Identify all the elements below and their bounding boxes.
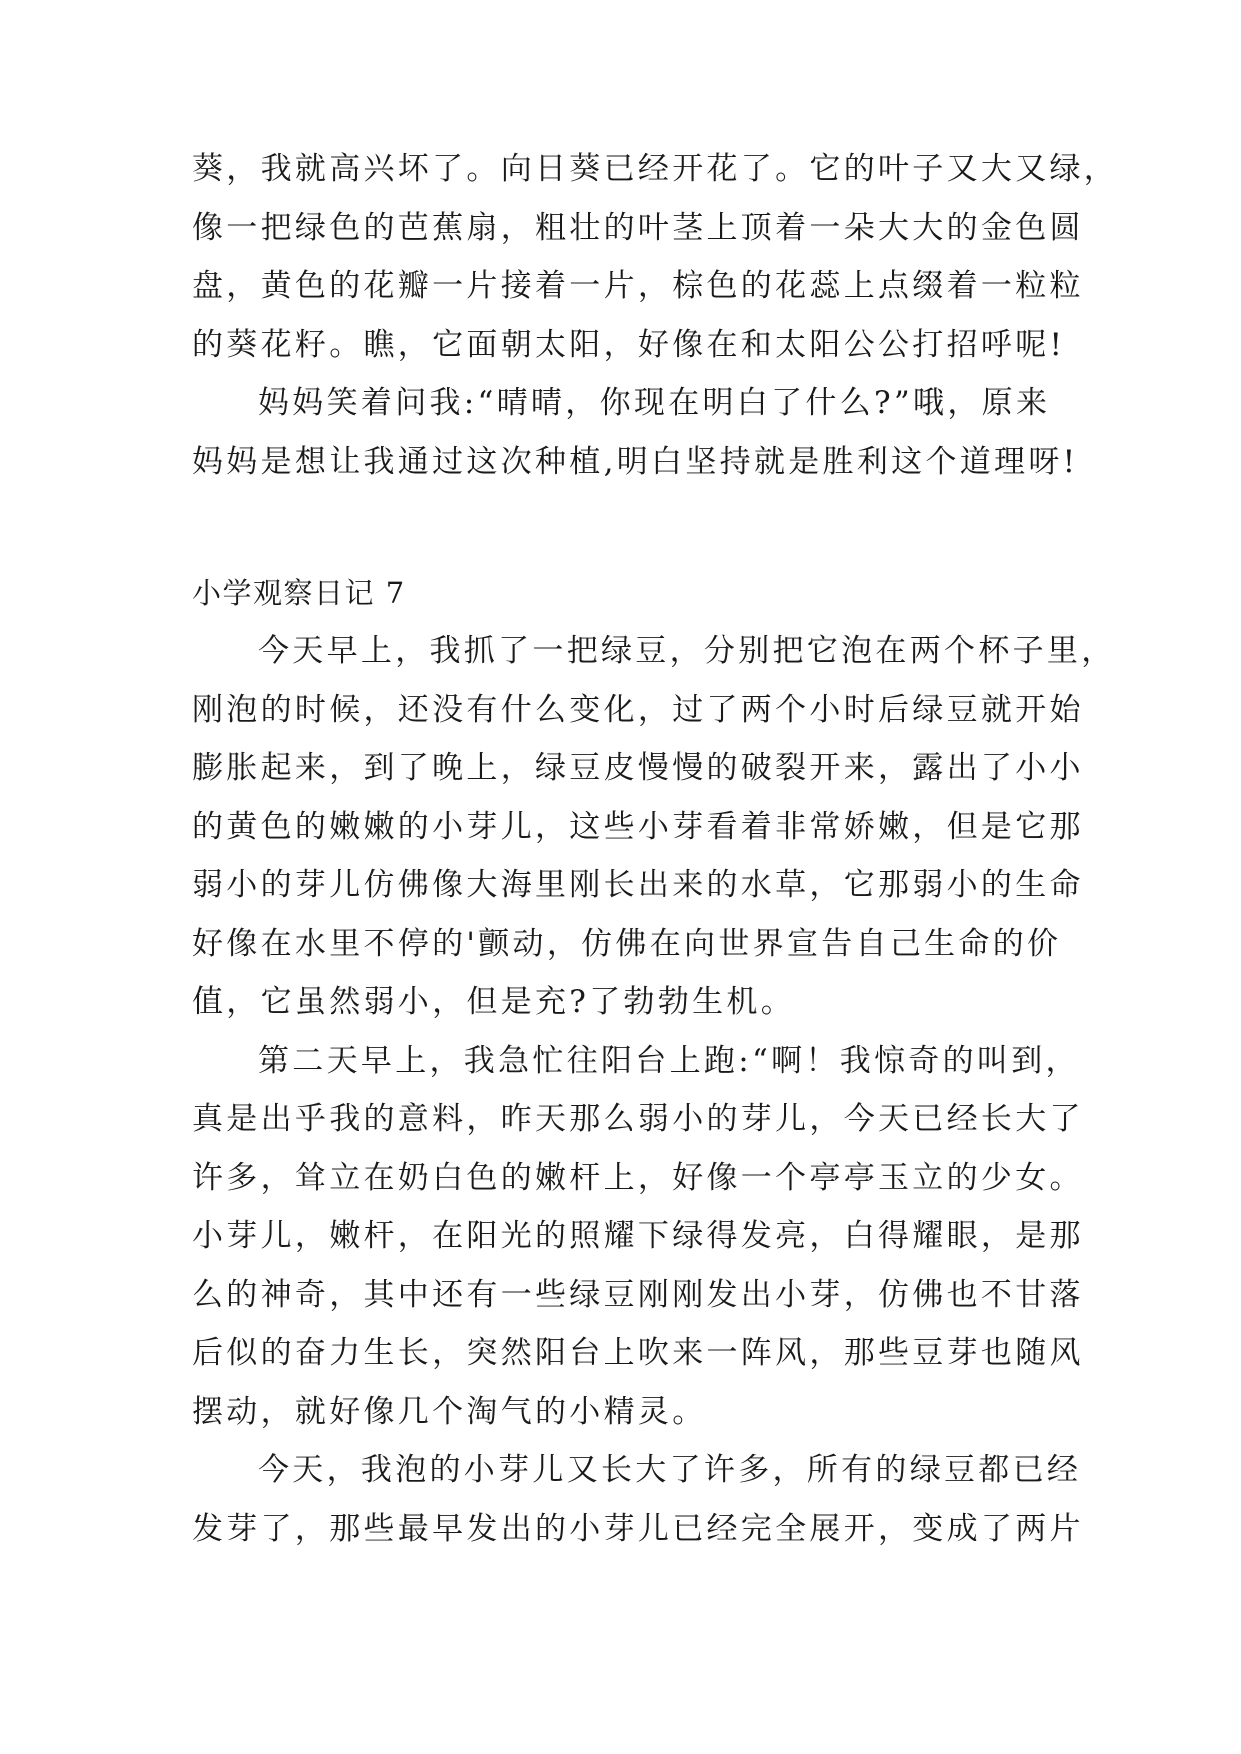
- text-line: 发芽了，那些最早发出的小芽儿已经完全展开，变成了两片: [192, 1510, 1084, 1547]
- text-line: 的葵花籽。瞧，它面朝太阳，好像在和太阳公公打招呼呢!: [192, 326, 1066, 363]
- section-heading-block: [192, 564, 1062, 623]
- text-line: 葵，我就高兴坏了。向日葵已经开花了。它的叶子又大又绿，: [192, 151, 1119, 187]
- text-line: 妈妈笑着问我:“晴晴，你现在明白了什么?”哦，原来: [258, 385, 1051, 421]
- text-line: 像一把绿色的芭蕉扇，粗壮的叶茎上顶着一朵大大的金色圆: [192, 209, 1084, 246]
- top-section: [192, 140, 1119, 491]
- text-line: 刚泡的时候，还没有什么变化，过了两个小时后绿豆就开始: [192, 691, 1084, 728]
- text-line: 盘，黄色的花瓣一片接着一片，棕色的花蕊上点缀着一粒粒: [192, 268, 1084, 304]
- text-line: 后似的奋力生长，突然阳台上吹来一阵风，那些豆芽也随风: [192, 1335, 1084, 1371]
- text-line: 值，它虽然弱小，但是充?了勃勃生机。: [192, 984, 796, 1020]
- text-line: 好像在水里不停的'颤动，仿佛在向世界宣告自己生命的价: [192, 925, 1062, 962]
- main-section: [192, 622, 1116, 1558]
- section-title: 小学观察日记 7: [192, 576, 406, 610]
- text-line: 第二天早上，我急忙往阳台上跑:“啊！我惊奇的叫到，: [258, 1042, 1080, 1079]
- text-line: 膨胀起来，到了晚上，绿豆皮慢慢的破裂开来，露出了小小: [192, 750, 1084, 786]
- text-line: 的黄色的嫩嫩的小芽儿，这些小芽看着非常娇嫩，但是它那: [192, 808, 1084, 845]
- text-line: 真是出乎我的意料，昨天那么弱小的芽儿，今天已经长大了: [192, 1101, 1084, 1137]
- text-line: 摆动，就好像几个淘气的小精灵。: [192, 1393, 707, 1430]
- text-line: 许多，耸立在奶白色的嫩杆上，好像一个亭亭玉立的少女。: [192, 1159, 1084, 1196]
- paragraph: [192, 1032, 1084, 1442]
- text-line: 今天早上，我抓了一把绿豆，分别把它泡在两个杯子里，: [258, 633, 1116, 669]
- paragraph: [192, 1441, 1084, 1558]
- text-line: 今天，我泡的小芽儿又长大了许多，所有的绿豆都已经: [258, 1452, 1082, 1488]
- paragraph: [192, 140, 1119, 374]
- text-line: 妈妈是想让我通过这次种植,明白坚持就是胜利这个道理呀!: [192, 443, 1079, 480]
- text-line: 弱小的芽儿仿佛像大海里刚长出来的水草，它那弱小的生命: [192, 867, 1084, 903]
- paragraph: [192, 374, 1079, 491]
- paragraph: [192, 622, 1116, 1032]
- text-line: 么的神奇，其中还有一些绿豆刚刚发出小芽，仿佛也不甘落: [192, 1276, 1084, 1313]
- text-line: 小芽儿，嫩杆，在阳光的照耀下绿得发亮，白得耀眼，是那: [192, 1218, 1084, 1254]
